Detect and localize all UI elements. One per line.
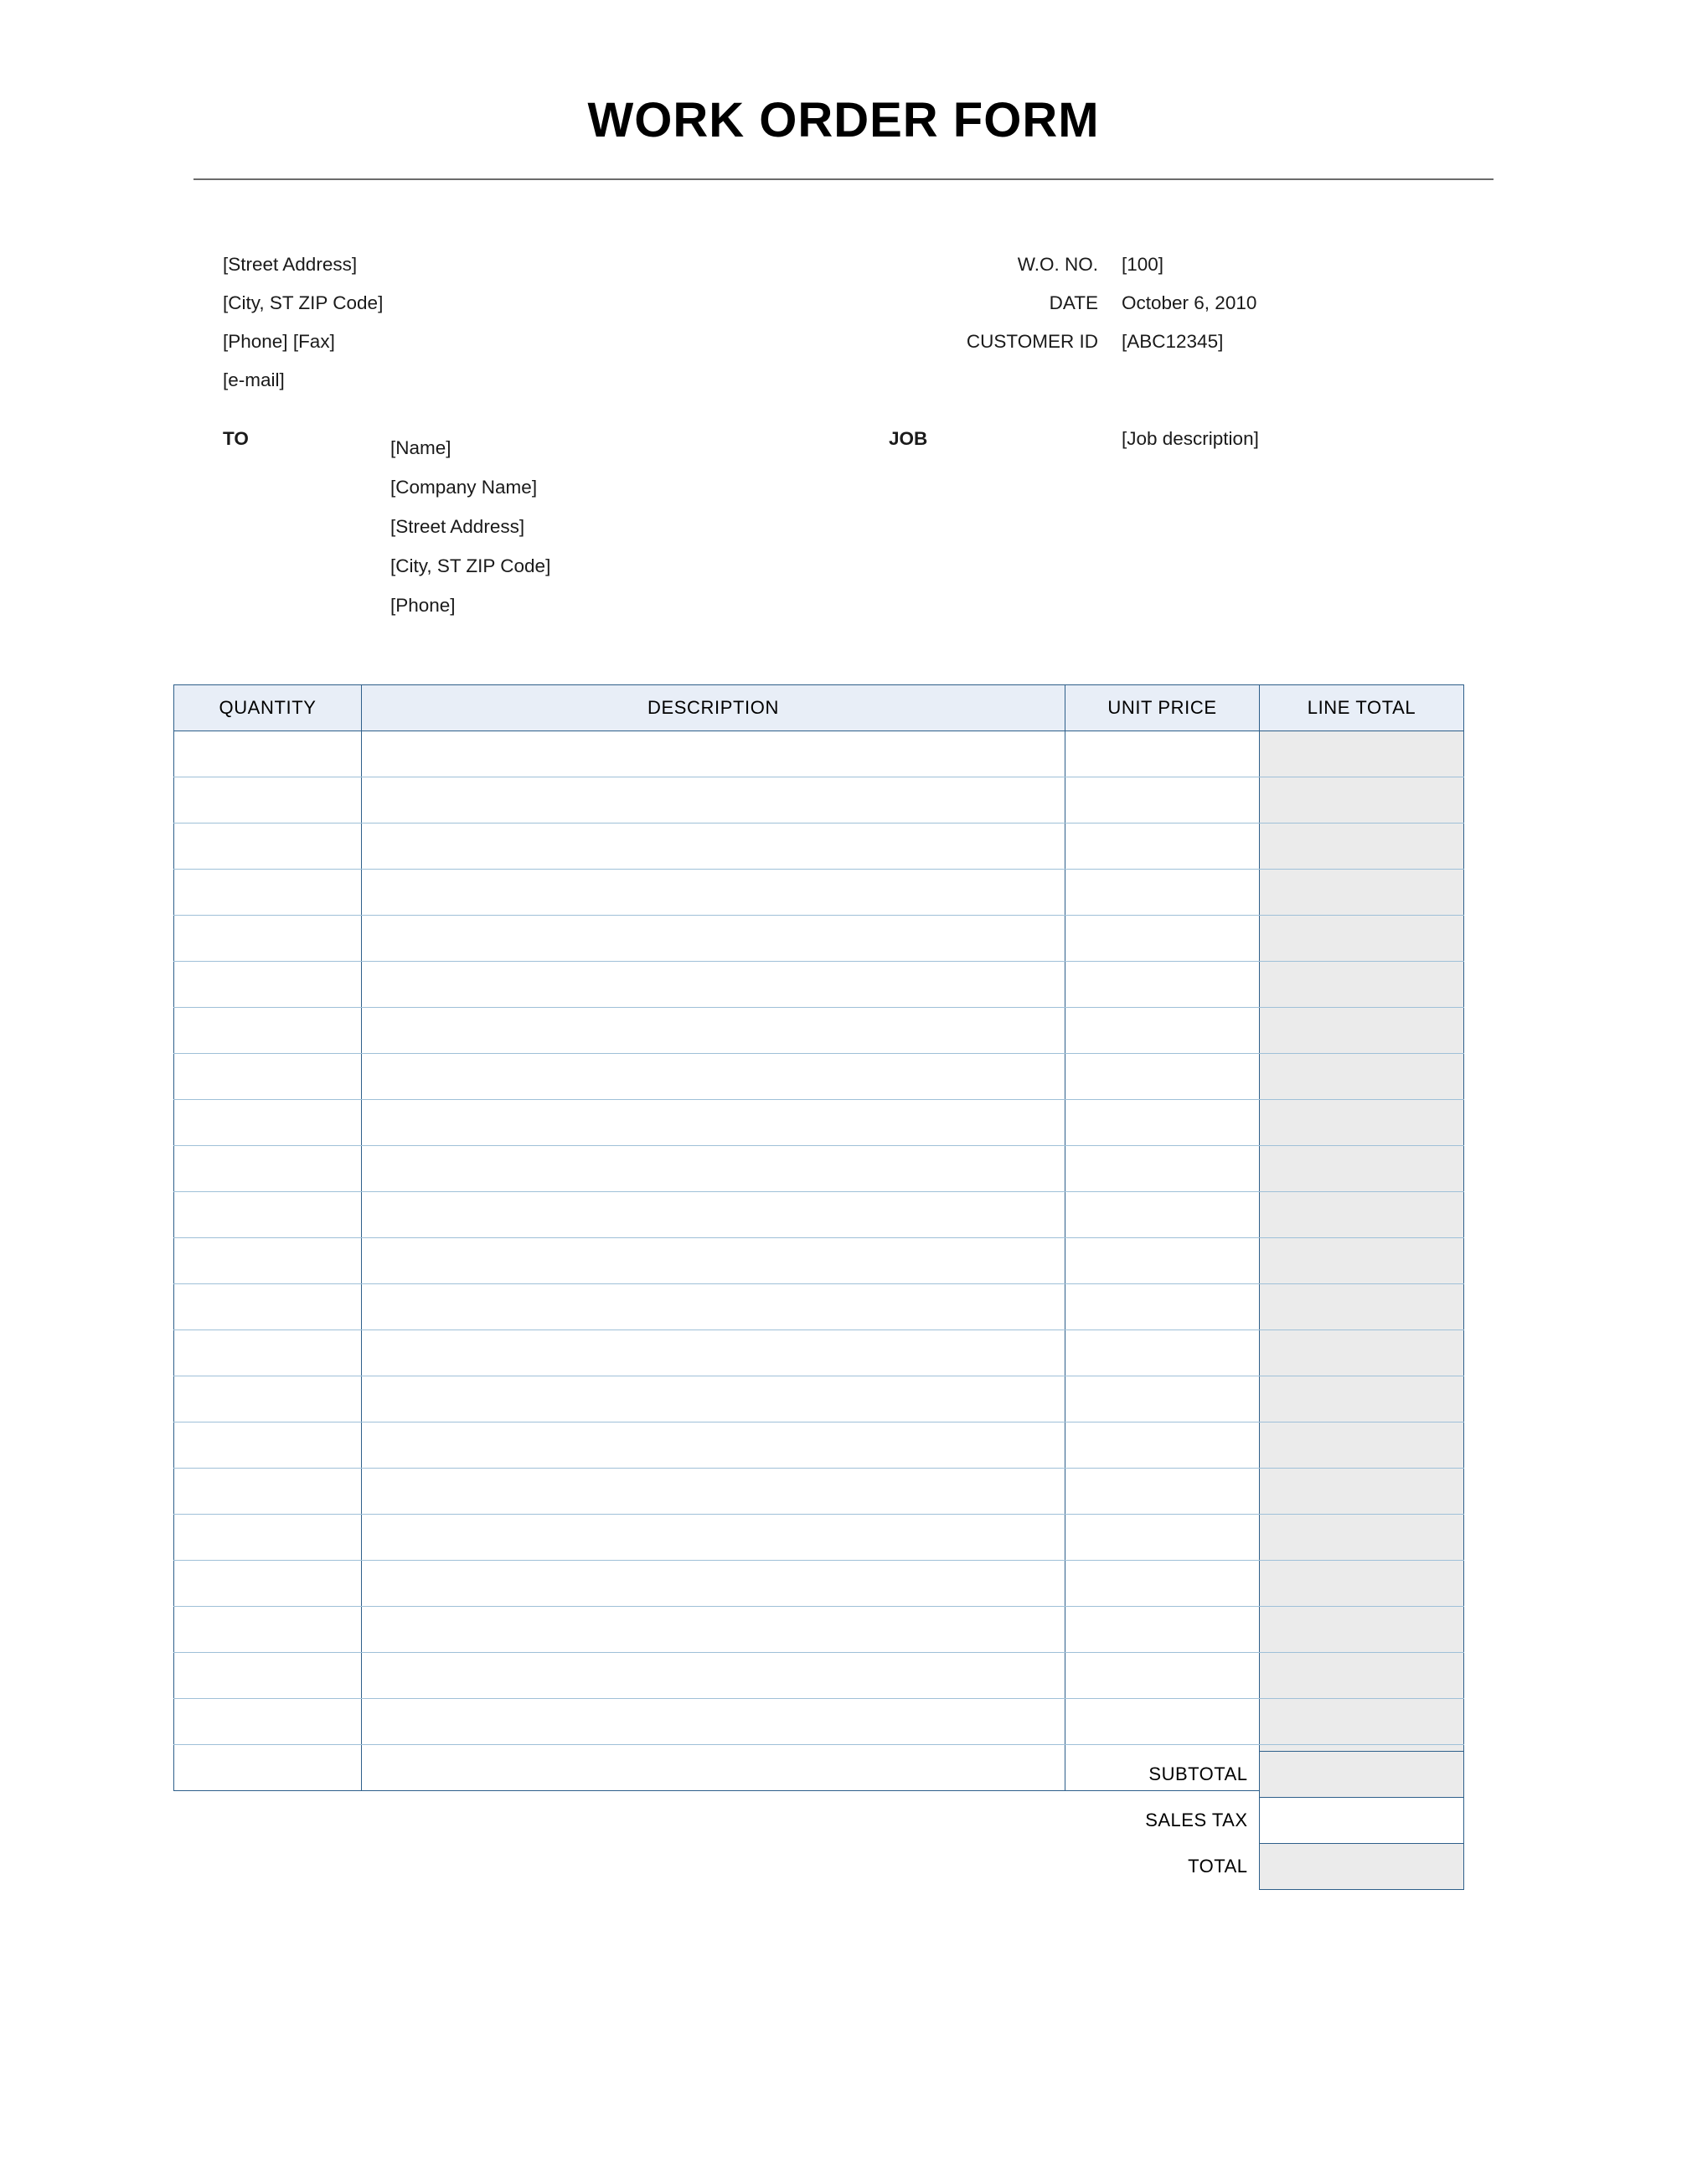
cell-unit-price[interactable] [1065,870,1260,916]
totals-row-total [1011,1844,1463,1890]
cell-unit-price[interactable] [1065,731,1260,777]
totals-row-subtotal [1011,1752,1463,1798]
cell-unit-price[interactable] [1065,1146,1260,1192]
cell-description[interactable] [362,1008,1065,1054]
header-block [193,180,1494,616]
cell-quantity[interactable] [174,1192,362,1238]
sender-line-city: [City, ST ZIP Code] [223,292,384,313]
cell-description[interactable] [362,777,1065,824]
label-total: TOTAL [1188,1856,1248,1877]
value-sales-tax[interactable] [1259,1798,1463,1844]
table-row[interactable] [174,1238,1464,1284]
bill-to-address [390,428,550,625]
cell-line-total [1260,731,1464,777]
cell-unit-price[interactable] [1065,1422,1260,1469]
cell-line-total [1260,1146,1464,1192]
cell-unit-price[interactable] [1065,916,1260,962]
cell-quantity[interactable] [174,916,362,962]
table-row[interactable] [174,1469,1464,1515]
job-description[interactable]: [Job description] [1122,428,1259,449]
cell-unit-price[interactable] [1065,1653,1260,1699]
cell-line-total [1260,777,1464,824]
cell-quantity[interactable] [174,870,362,916]
cell-quantity[interactable] [174,1699,362,1745]
value-subtotal [1259,1752,1463,1798]
column-header-quantity: QUANTITY [174,685,362,731]
sender-line-phone: [Phone] [Fax] [223,331,335,352]
cell-line-total [1260,1653,1464,1699]
cell-description[interactable] [362,1745,1065,1791]
cell-unit-price[interactable] [1065,1376,1260,1422]
cell-description[interactable] [362,824,1065,870]
sender-line-street: [Street Address] [223,254,358,275]
totals-section [1011,1751,1463,1890]
table-row[interactable] [174,1561,1464,1607]
cell-quantity[interactable] [174,1330,362,1376]
cell-line-total [1260,1469,1464,1515]
table-header-row [174,685,1464,731]
table-row[interactable] [174,1699,1464,1745]
table-row[interactable] [174,1100,1464,1146]
bill-to-company[interactable]: [Company Name] [390,477,538,498]
bill-to-city[interactable]: [City, ST ZIP Code] [390,555,551,576]
cell-description[interactable] [362,916,1065,962]
table-row[interactable] [174,777,1464,824]
value-date[interactable]: October 6, 2010 [1122,292,1257,313]
cell-line-total [1260,1330,1464,1376]
cell-description[interactable] [362,1100,1065,1146]
label-sales-tax: SALES TAX [1145,1810,1248,1830]
cell-unit-price[interactable] [1065,1192,1260,1238]
totals-table [1011,1751,1464,1890]
cell-unit-price[interactable] [1065,824,1260,870]
order-info-labels [889,245,1098,361]
cell-description[interactable] [362,1146,1065,1192]
cell-quantity[interactable] [174,962,362,1008]
cell-line-total [1260,1238,1464,1284]
cell-quantity[interactable] [174,824,362,870]
cell-description[interactable] [362,1330,1065,1376]
cell-quantity[interactable] [174,1469,362,1515]
line-items-table [173,684,1464,1791]
cell-unit-price[interactable] [1065,777,1260,824]
line-items-body [174,731,1464,1791]
cell-quantity[interactable] [174,1100,362,1146]
table-row[interactable] [174,1653,1464,1699]
cell-description[interactable] [362,1238,1065,1284]
cell-line-total [1260,1054,1464,1100]
cell-line-total [1260,1192,1464,1238]
cell-quantity[interactable] [174,1561,362,1607]
table-row[interactable] [174,962,1464,1008]
bill-to-phone[interactable]: [Phone] [390,595,456,616]
cell-description[interactable] [362,1376,1065,1422]
bill-to-street[interactable]: [Street Address] [390,516,525,537]
cell-description[interactable] [362,731,1065,777]
cell-line-total [1260,1008,1464,1054]
cell-line-total [1260,1699,1464,1745]
totals-row-sales-tax [1011,1798,1463,1844]
cell-description[interactable] [362,1699,1065,1745]
cell-quantity[interactable] [174,1515,362,1561]
column-header-unit-price: UNIT PRICE [1065,685,1260,731]
table-row[interactable] [174,1284,1464,1330]
cell-quantity[interactable] [174,1284,362,1330]
cell-line-total [1260,916,1464,962]
label-subtotal: SUBTOTAL [1148,1763,1248,1784]
table-row[interactable] [174,1376,1464,1422]
cell-unit-price[interactable] [1065,1515,1260,1561]
cell-description[interactable] [362,1653,1065,1699]
cell-quantity[interactable] [174,1422,362,1469]
column-header-description: DESCRIPTION [362,685,1065,731]
cell-quantity[interactable] [174,1008,362,1054]
cell-unit-price[interactable] [1065,1054,1260,1100]
cell-description[interactable] [362,870,1065,916]
cell-quantity[interactable] [174,1054,362,1100]
cell-line-total [1260,824,1464,870]
cell-unit-price[interactable] [1065,962,1260,1008]
cell-line-total [1260,1422,1464,1469]
table-row[interactable] [174,1422,1464,1469]
table-row[interactable] [174,1330,1464,1376]
cell-quantity[interactable] [174,1745,362,1791]
cell-line-total [1260,1561,1464,1607]
label-customer-id: CUSTOMER ID [966,331,1098,352]
cell-quantity[interactable] [174,1607,362,1653]
bill-to-label: TO [223,428,249,449]
value-customer-id[interactable]: [ABC12345] [1122,331,1224,352]
table-row[interactable] [174,1054,1464,1100]
cell-description[interactable] [362,1284,1065,1330]
cell-unit-price[interactable] [1065,1469,1260,1515]
table-row[interactable] [174,870,1464,916]
table-row[interactable] [174,1515,1464,1561]
cell-description[interactable] [362,962,1065,1008]
value-wo-no[interactable]: [100] [1122,254,1164,275]
cell-description[interactable] [362,1422,1065,1469]
cell-line-total [1260,1100,1464,1146]
job-label: JOB [889,428,928,449]
label-date: DATE [1049,292,1098,313]
cell-unit-price[interactable] [1065,1284,1260,1330]
line-items-table-wrapper [173,684,1463,1791]
value-total [1259,1844,1463,1890]
bill-to-name[interactable]: [Name] [390,437,451,458]
cell-quantity[interactable] [174,777,362,824]
table-row[interactable] [174,1008,1464,1054]
cell-description[interactable] [362,1607,1065,1653]
table-row[interactable] [174,824,1464,870]
cell-line-total [1260,962,1464,1008]
cell-unit-price[interactable] [1065,1330,1260,1376]
cell-unit-price[interactable] [1065,1100,1260,1146]
cell-unit-price[interactable] [1065,1607,1260,1653]
sender-address [223,245,383,400]
table-row[interactable] [174,916,1464,962]
table-row[interactable] [174,1146,1464,1192]
cell-line-total [1260,1515,1464,1561]
cell-quantity[interactable] [174,731,362,777]
label-wo-no: W.O. NO. [1017,254,1098,275]
cell-line-total [1260,870,1464,916]
cell-description[interactable] [362,1515,1065,1561]
column-header-line-total: LINE TOTAL [1260,685,1464,731]
cell-description[interactable] [362,1469,1065,1515]
cell-unit-price[interactable] [1065,1699,1260,1745]
cell-unit-price[interactable] [1065,1008,1260,1054]
cell-quantity[interactable] [174,1146,362,1192]
page-title: WORK ORDER FORM [587,93,1100,147]
cell-quantity[interactable] [174,1376,362,1422]
table-row[interactable] [174,1192,1464,1238]
order-info-values [1122,245,1256,361]
cell-line-total [1260,1376,1464,1422]
table-row[interactable] [174,1607,1464,1653]
cell-line-total [1260,1284,1464,1330]
cell-unit-price[interactable] [1065,1561,1260,1607]
cell-description[interactable] [362,1054,1065,1100]
table-row[interactable] [174,731,1464,777]
cell-unit-price[interactable] [1065,1238,1260,1284]
cell-description[interactable] [362,1561,1065,1607]
cell-quantity[interactable] [174,1653,362,1699]
cell-line-total [1260,1607,1464,1653]
sender-line-email: [e-mail] [223,369,285,390]
cell-description[interactable] [362,1192,1065,1238]
cell-quantity[interactable] [174,1238,362,1284]
